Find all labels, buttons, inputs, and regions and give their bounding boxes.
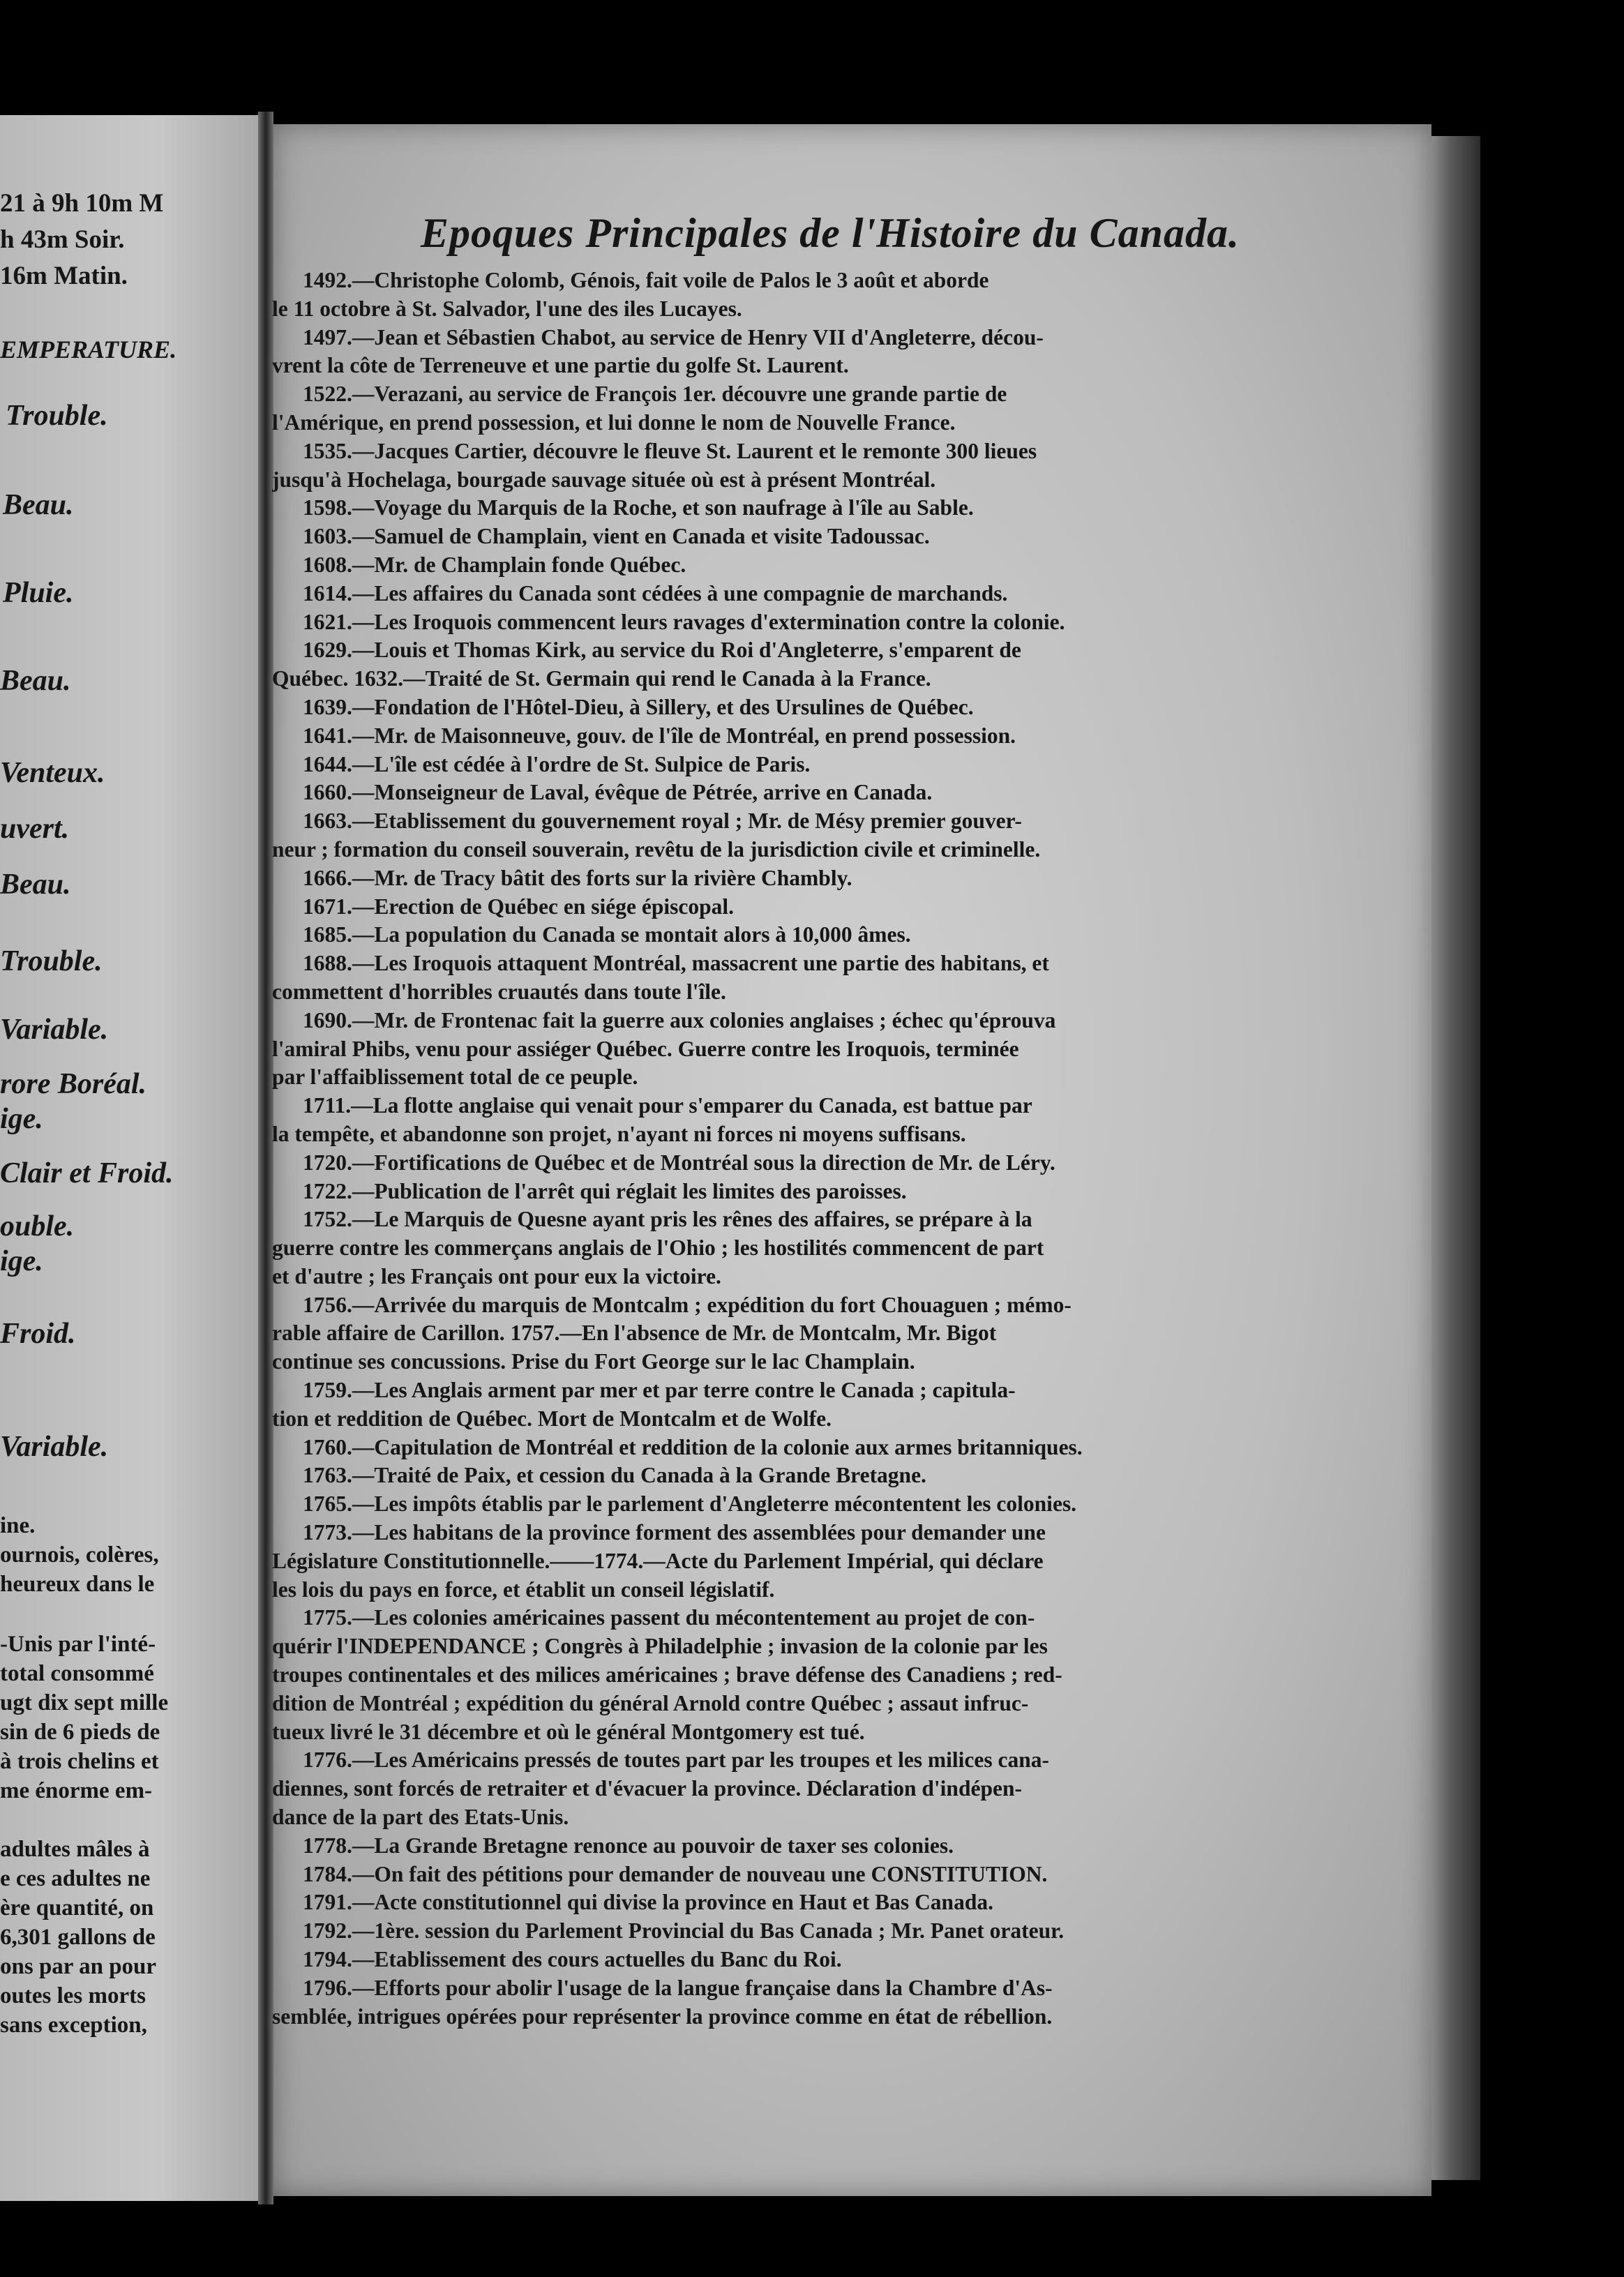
almanac-line: ouble. <box>0 1210 75 1242</box>
chronology-line: guerre contre les commerçans anglais de l'Ohio ; les hostilités commencent de part <box>272 1235 1044 1261</box>
chronology-line: 1773.—Les habitans de la province forment des assemblées pour demander une <box>303 1520 1046 1545</box>
almanac-line: Trouble. <box>6 400 108 432</box>
chronology-line: troupes continentales et des milices américaines ; brave défense des Canadiens ; red- <box>272 1662 1062 1688</box>
almanac-line: rore Boréal. <box>0 1068 146 1100</box>
chronology-line: jusqu'à Hochelaga, bourgade sauvage située où est à présent Montréal. <box>272 467 936 492</box>
chronology-line: 1796.—Efforts pour abolir l'usage de la langue française dans la Chambre d'As- <box>303 1975 1053 2000</box>
chronology-line: 1720.—Fortifications de Québec et de Montréal sous la direction de Mr. de Léry. <box>303 1150 1055 1175</box>
chronology-line: tion et reddition de Québec. Mort de Montcalm et de Wolfe. <box>272 1406 832 1431</box>
almanac-line: Trouble. <box>0 945 103 977</box>
almanac-line: ige. <box>0 1245 43 1277</box>
chronology-line: vrent la côte de Terreneuve et une partie du golfe St. Laurent. <box>272 353 849 378</box>
almanac-line: Variable. <box>0 1014 109 1046</box>
chronology-line: neur ; formation du conseil souverain, revêtu de la jurisdiction civile et criminelle. <box>272 836 1041 862</box>
chronology-line: la tempête, et abandonne son projet, n'ayant ni forces ni moyens suffisans. <box>272 1121 966 1146</box>
almanac-line: ine. <box>0 1513 36 1538</box>
chronology-line: 1776.—Les Américains pressés de toutes part par les troupes et les milices cana- <box>303 1748 1050 1773</box>
chronology-line: 1784.—On fait des pétitions pour demander de nouveau une CONSTITUTION. <box>303 1861 1048 1886</box>
chronology-line: 1639.—Fondation de l'Hôtel-Dieu, à Sillery, et des Ursulines de Québec. <box>303 694 974 719</box>
chronology-line: le 11 octobre à St. Salvador, l'une des iles Lucayes. <box>272 296 742 321</box>
almanac-line: Clair et Froid. <box>0 1157 174 1189</box>
chronology-line: 1791.—Acte constitutionnel qui divise la province en Haut et Bas Canada. <box>303 1890 993 1915</box>
chronology-line: tueux livré le 31 décembre et où le général Montgomery est tué. <box>272 1719 865 1744</box>
chronology-line: les lois du pays en force, et établit un conseil législatif. <box>272 1577 775 1602</box>
almanac-line: h 43m Soir. <box>0 225 125 254</box>
chronology-line: 1629.—Louis et Thomas Kirk, au service du Roi d'Angleterre, s'emparent de <box>303 638 1021 663</box>
chronology-line: 1608.—Mr. de Champlain fonde Québec. <box>303 552 686 577</box>
chronology-line: 1621.—Les Iroquois commencent leurs ravages d'extermination contre la colonie. <box>303 609 1065 634</box>
chronology-line: 1644.—L'île est cédée à l'ordre de St. Sulpice de Paris. <box>303 751 811 776</box>
left-facing-page <box>0 115 258 2201</box>
almanac-line: Beau. <box>3 489 74 521</box>
chronology-line: commettent d'horribles cruautés dans toute l'île. <box>272 979 726 1004</box>
chronology-line: rable affaire de Carillon. 1757.—En l'absence de Mr. de Montcalm, Mr. Bigot <box>272 1321 997 1346</box>
chronology-line: dance de la part des Etats-Unis. <box>272 1805 569 1830</box>
chronology-line: 1497.—Jean et Sébastien Chabot, au service de Henry VII d'Angleterre, décou- <box>303 324 1044 350</box>
almanac-line: uvert. <box>0 813 70 845</box>
page-title: Epoques Principales de l'Histoire du Canada. <box>420 210 1240 256</box>
almanac-line: Froid. <box>0 1318 76 1350</box>
chronology-line: 1660.—Monseigneur de Laval, évêque de Pétrée, arrive en Canada. <box>303 780 933 805</box>
almanac-line: sans exception, <box>0 2013 147 2038</box>
almanac-line: outes les morts <box>0 1983 146 2008</box>
chronology-line: 1778.—La Grande Bretagne renonce au pouvoir de taxer ses colonies. <box>303 1833 954 1858</box>
almanac-line: Pluie. <box>3 577 74 609</box>
almanac-line: adultes mâles à <box>0 1837 150 1862</box>
chronology-line: 1775.—Les colonies américaines passent du mécontentement au projet de con- <box>303 1605 1035 1630</box>
chronology-line: 1663.—Etablissement du gouvernement royal ; Mr. de Mésy premier gouver- <box>303 809 1022 834</box>
chronology-line: 1641.—Mr. de Maisonneuve, gouv. de l'île de Montréal, en prend possession. <box>303 723 1016 748</box>
chronology-line: l'Amérique, en prend possession, et lui donne le nom de Nouvelle France. <box>272 409 956 435</box>
chronology-line: 1752.—Le Marquis de Quesne ayant pris les rênes des affaires, se prépare à la <box>303 1207 1032 1232</box>
almanac-line: sin de 6 pieds de <box>0 1720 160 1745</box>
chronology-line: 1688.—Les Iroquois attaquent Montréal, massacrent une partie des habitans, et <box>303 951 1049 976</box>
almanac-line: ons par an pour <box>0 1954 157 1979</box>
chronology-line: 1760.—Capitulation de Montréal et reddition de la colonie aux armes britanniques. <box>303 1434 1083 1459</box>
chronology-line: l'amiral Phibs, venu pour assiéger Québec. Guerre contre les Iroquois, terminée <box>272 1036 1019 1061</box>
chronology-line: 1614.—Les affaires du Canada sont cédées à une compagnie de marchands. <box>303 580 1008 606</box>
chronology-line: 1756.—Arrivée du marquis de Montcalm ; expédition du fort Chouaguen ; mémo- <box>303 1292 1072 1317</box>
almanac-line: ige. <box>0 1103 43 1135</box>
chronology-line: 1759.—Les Anglais arment par mer et par terre contre le Canada ; capitula- <box>303 1378 1016 1403</box>
chronology-line: 1598.—Voyage du Marquis de la Roche, et son naufrage à l'île au Sable. <box>303 495 974 520</box>
almanac-line: 21 à 9h 10m M <box>0 189 164 218</box>
chronology-text <box>272 266 1277 2031</box>
chronology-line: 1603.—Samuel de Champlain, vient en Canada et visite Tadoussac. <box>303 524 930 549</box>
almanac-line: Beau. <box>0 665 71 697</box>
chronology-line: diennes, sont forcés de retraiter et d'évacuer la province. Déclaration d'indépen- <box>272 1776 1022 1801</box>
chronology-line: 1765.—Les impôts établis par le parlement d'Angleterre mécontentent les colonies. <box>303 1491 1077 1517</box>
chronology-line: semblée, intrigues opérées pour représenter la province comme en état de rébellion. <box>272 2004 1053 2029</box>
almanac-line: EMPERATURE. <box>0 336 177 363</box>
page-edge-shadow <box>1431 136 1480 2180</box>
almanac-line: me énorme em- <box>0 1778 153 1803</box>
almanac-line: 16m Matin. <box>0 262 128 290</box>
book-gutter <box>258 112 273 2204</box>
almanac-line: ère quantité, on <box>0 1895 154 1921</box>
almanac-line: ournois, colères, <box>0 1542 159 1568</box>
chronology-line: 1535.—Jacques Cartier, découvre le fleuve St. Laurent et le remonte 300 lieues <box>303 438 1037 463</box>
almanac-line: heureux dans le <box>0 1572 155 1597</box>
almanac-line: -Unis par l'inté- <box>0 1632 156 1657</box>
chronology-line: quérir l'INDEPENDANCE ; Congrès à Philadelphie ; invasion de la colonie par les <box>272 1634 1048 1659</box>
chronology-line: continue ses concussions. Prise du Fort George sur le lac Champlain. <box>272 1349 915 1374</box>
chronology-line: 1685.—La population du Canada se montait alors à 10,000 âmes. <box>303 922 911 947</box>
chronology-line: 1763.—Traité de Paix, et cession du Canada à la Grande Bretagne. <box>303 1463 926 1488</box>
chronology-line: 1711.—La flotte anglaise qui venait pour s'emparer du Canada, est battue par <box>303 1093 1032 1118</box>
almanac-line: ugt dix sept mille <box>0 1690 169 1715</box>
chronology-line: Législature Constitutionnelle.——1774.—Acte du Parlement Impérial, qui déclare <box>272 1548 1044 1573</box>
chronology-line: Québec. 1632.—Traité de St. Germain qui rend le Canada à la France. <box>272 666 931 691</box>
almanac-line: Beau. <box>0 869 71 901</box>
almanac-line: à trois chelins et <box>0 1749 159 1774</box>
almanac-line: 6,301 gallons de <box>0 1925 156 1950</box>
chronology-line: 1722.—Publication de l'arrêt qui réglait les limites des paroisses. <box>303 1178 907 1203</box>
chronology-line: dition de Montréal ; expédition du général Arnold contre Québec ; assaut infruc- <box>272 1690 1029 1715</box>
chronology-line: par l'affaiblissement total de ce peuple. <box>272 1065 638 1090</box>
chronology-line: et d'autre ; les Français ont pour eux la victoire. <box>272 1263 721 1288</box>
chronology-line: 1794.—Etablissement des cours actuelles du Banc du Roi. <box>303 1947 842 1972</box>
almanac-line: total consommé <box>0 1661 154 1686</box>
chronology-line: 1690.—Mr. de Frontenac fait la guerre aux colonies anglaises ; échec qu'éprouva <box>303 1007 1056 1032</box>
chronology-line: 1666.—Mr. de Tracy bâtit des forts sur la rivière Chambly. <box>303 865 852 890</box>
chronology-line: 1522.—Verazani, au service de François 1er. découvre une grande partie de <box>303 382 1007 407</box>
almanac-line: e ces adultes ne <box>0 1866 151 1891</box>
chronology-line: 1792.—1ère. session du Parlement Provincial du Bas Canada ; Mr. Panet orateur. <box>303 1918 1065 1944</box>
chronology-line: 1492.—Christophe Colomb, Génois, fait voile de Palos le 3 août et aborde <box>303 268 989 292</box>
almanac-line: Variable. <box>0 1431 109 1463</box>
almanac-line: Venteux. <box>0 757 105 789</box>
chronology-line: 1671.—Erection de Québec en siége épiscopal. <box>303 894 734 919</box>
